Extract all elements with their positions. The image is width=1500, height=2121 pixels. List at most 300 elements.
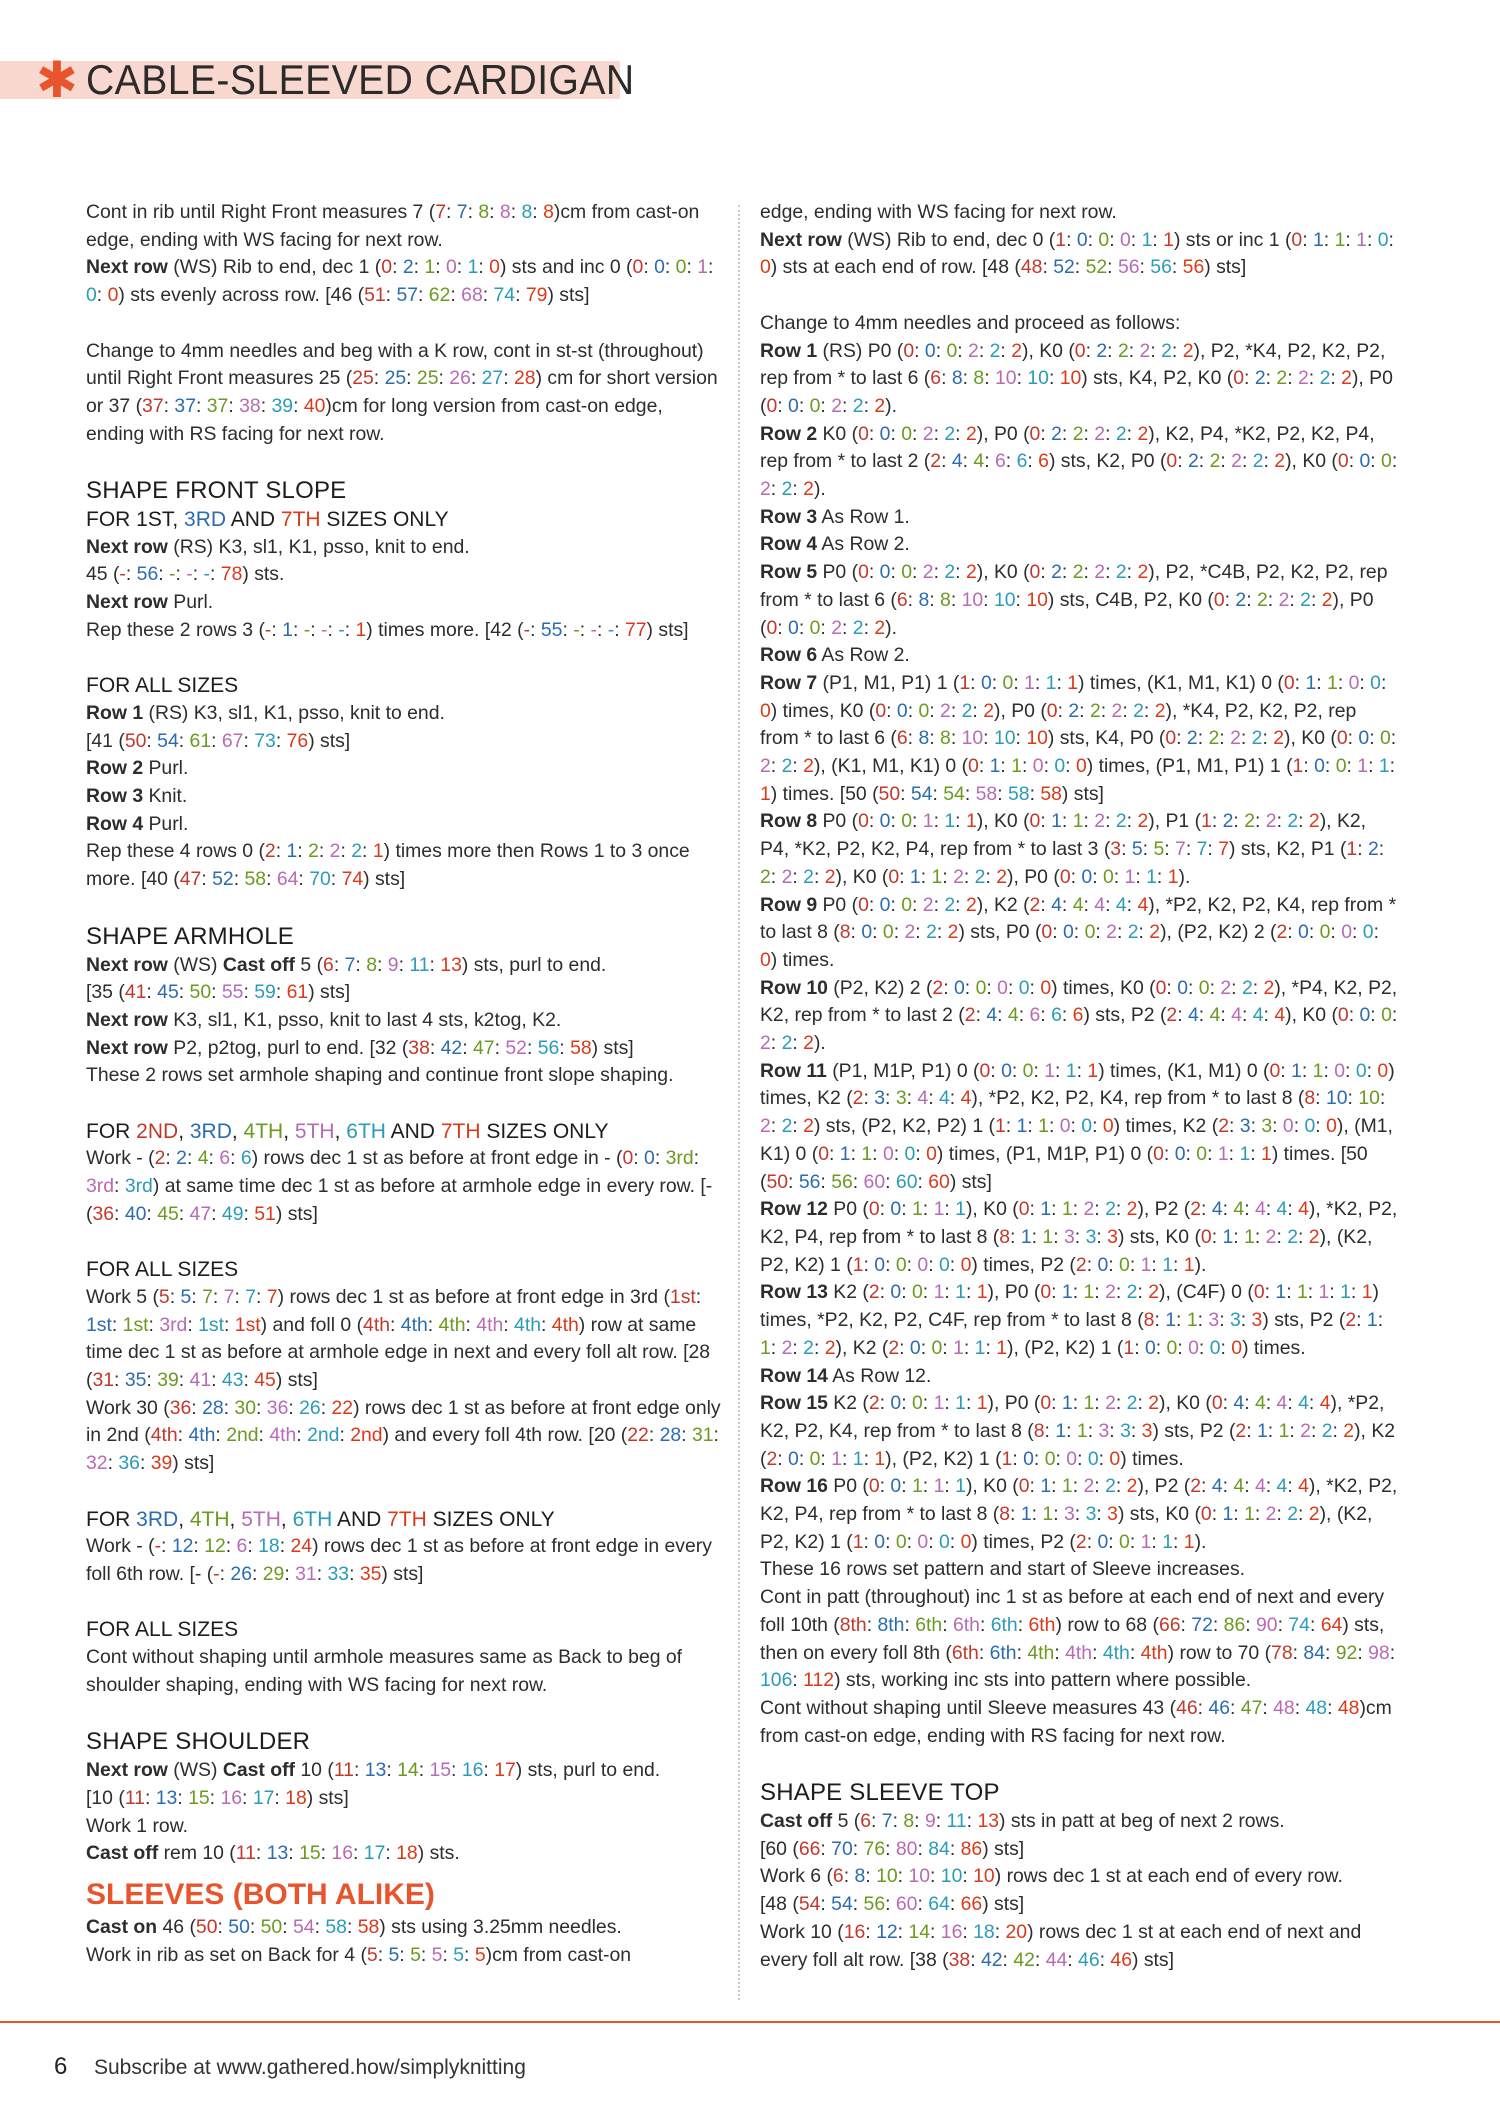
size-value: 0	[1018, 1198, 1030, 1221]
size-value: 0	[1040, 1281, 1052, 1304]
instruction-paragraph	[760, 1196, 1400, 1279]
size-value: 54	[831, 1893, 853, 1916]
size-value: 56	[863, 1893, 886, 1916]
size-value: 39	[150, 1452, 173, 1475]
text-run: :	[1094, 1281, 1106, 1304]
text-run: :	[1074, 256, 1086, 279]
size-value: 45	[254, 1369, 276, 1392]
text-run: :	[435, 256, 446, 279]
text-run: :	[1323, 1059, 1335, 1082]
text-run: :	[353, 1759, 365, 1782]
instruction-paragraph	[760, 421, 1400, 504]
text-run: :	[450, 284, 462, 307]
text-run: :	[406, 367, 417, 390]
size-value: 17	[494, 1759, 516, 1782]
size-value: 2	[1166, 1004, 1178, 1027]
size-value: 5	[474, 1943, 486, 1966]
size-value: 0	[654, 256, 665, 279]
size-value: 4	[1298, 1475, 1309, 1498]
size-value: 3rd	[665, 1147, 694, 1170]
instruction-paragraph	[760, 1390, 1400, 1473]
size-value: 0	[788, 616, 799, 639]
text-run: :	[596, 618, 608, 641]
size-value: 0	[107, 284, 119, 307]
text-run: :	[852, 1893, 864, 1916]
text-run: :	[1040, 810, 1052, 833]
size-value: 1	[1183, 1530, 1195, 1553]
text-run: rem 10 (	[158, 1842, 236, 1865]
text-run: :	[949, 1087, 961, 1110]
size-value: 2	[760, 478, 771, 501]
size-value: 59	[254, 981, 276, 1004]
text-run: ), K2 (	[976, 893, 1030, 916]
text-run: ) sts, K0 (	[1117, 1503, 1201, 1526]
size-value: 2	[1083, 1198, 1095, 1221]
size-value: 0	[1359, 450, 1371, 473]
text-run: :	[456, 256, 468, 279]
size-value: 0	[489, 256, 500, 279]
size-value: 1	[1163, 228, 1174, 251]
text-run: :	[892, 1810, 904, 1833]
text-run: :	[230, 1147, 241, 1170]
text-run: 5 (	[295, 953, 324, 976]
size-value: 17	[363, 1842, 386, 1865]
text-run: :	[1293, 1115, 1305, 1138]
text-run: :	[955, 422, 966, 445]
size-value: 0	[979, 1059, 991, 1082]
size-value: 0	[946, 339, 958, 362]
size-value: 1	[424, 256, 436, 279]
text-run: :	[879, 1281, 891, 1304]
size-value: 3RD	[184, 508, 227, 531]
text-run: :	[1155, 1336, 1167, 1359]
size-value: 0	[1084, 921, 1096, 944]
text-run: :	[1013, 671, 1025, 694]
text-run: :	[1357, 838, 1368, 861]
size-value: 39	[157, 1369, 179, 1392]
size-value: 8	[1033, 1419, 1045, 1442]
text-run: :	[970, 671, 981, 694]
text-run: :	[225, 1535, 237, 1558]
text-run: FOR	[86, 1119, 137, 1143]
size-value: 2	[965, 422, 977, 445]
subscribe-link[interactable]: Subscribe at www.gathered.how/simplyknitting	[94, 2056, 526, 2079]
text-run: :	[429, 953, 441, 976]
size-value: 0	[760, 699, 771, 722]
size-value: 2	[760, 755, 771, 778]
text-run: Rep these 2 rows 3 (	[86, 618, 265, 641]
size-value: 0	[918, 699, 930, 722]
text-run: :	[192, 563, 204, 586]
size-value: 0	[882, 1142, 894, 1165]
text-run: :	[1139, 256, 1151, 279]
size-value: 5	[366, 1943, 378, 1966]
size-value: 28	[659, 1424, 682, 1447]
text-run: :	[266, 868, 277, 891]
size-value: 22	[627, 1424, 649, 1447]
size-value: 50	[878, 782, 901, 805]
size-value: 0	[818, 1142, 829, 1165]
text-run: Purl.	[143, 757, 189, 780]
text-run: :	[1219, 1309, 1230, 1332]
size-value: 2	[1368, 838, 1379, 861]
size-value: 2	[1137, 422, 1149, 445]
text-run: :	[163, 394, 175, 417]
size-value: 4	[1274, 1004, 1286, 1027]
size-value: 0	[912, 1392, 923, 1415]
text-run: ) sts]	[381, 1562, 424, 1585]
size-value: 4	[1211, 1475, 1223, 1498]
size-value: 16	[843, 1920, 866, 1943]
text-run: :	[1245, 1613, 1257, 1636]
text-run: ) sts.	[417, 1842, 460, 1865]
size-value: 1	[760, 782, 771, 805]
instruction-keyword: Row 9	[760, 893, 818, 916]
size-value: 50	[195, 1915, 218, 1938]
size-value: 2	[1308, 1503, 1320, 1526]
size-value: 58	[244, 868, 267, 891]
text-run: :	[1368, 755, 1379, 778]
text-run: :	[863, 1447, 875, 1470]
size-value: 3rd	[86, 1175, 115, 1198]
text-run: ) times.	[1120, 1447, 1184, 1470]
text-run: Work 30 (	[86, 1396, 170, 1419]
text-run: :	[96, 284, 108, 307]
text-run: :	[1137, 1392, 1149, 1415]
size-value: 11	[333, 1759, 354, 1782]
text-run: :	[210, 563, 221, 586]
size-value: 1	[1292, 755, 1304, 778]
text-run: :	[1309, 1613, 1321, 1636]
text-run: :	[1150, 339, 1162, 362]
text-run: :	[1129, 1530, 1141, 1553]
size-value: 55	[540, 618, 563, 641]
text-run: :	[872, 921, 883, 944]
size-value: 4th	[514, 1313, 542, 1336]
size-value: 2	[803, 755, 814, 778]
size-value: 2	[1220, 976, 1232, 999]
size-value: 15	[429, 1759, 452, 1782]
instruction-paragraph	[86, 1035, 726, 1063]
size-value: 1	[1083, 1392, 1095, 1415]
text-run: :	[559, 1036, 571, 1059]
size-value: 0	[1029, 422, 1041, 445]
size-value: 43	[221, 1369, 244, 1392]
size-value: 3	[1229, 1309, 1241, 1332]
text-run: ) times, (P1, M1P, P1) 0 (	[936, 1142, 1154, 1165]
size-value: -	[186, 563, 193, 586]
text-run: :	[195, 394, 207, 417]
text-run: :	[1087, 228, 1099, 251]
size-value: 2	[1341, 367, 1352, 390]
instruction-keyword: Row 15	[760, 1392, 828, 1415]
size-value: 2	[760, 865, 771, 888]
size-value: 2	[176, 1147, 187, 1170]
text-run: :	[852, 1837, 864, 1860]
text-run: :	[664, 256, 676, 279]
size-value: 1	[1020, 1226, 1032, 1248]
text-run: :	[899, 865, 910, 888]
text-run: :	[427, 1313, 439, 1336]
size-value: 57	[396, 284, 419, 307]
size-value: 0	[901, 422, 913, 445]
text-run: :	[920, 865, 932, 888]
size-value: 31	[295, 1562, 317, 1585]
text-run: :	[1244, 1392, 1255, 1415]
text-run: :	[340, 840, 352, 863]
size-value: 7	[202, 1285, 213, 1308]
text-run: :	[1207, 838, 1219, 861]
text-run: :	[935, 1810, 947, 1833]
text-run: :	[922, 1392, 934, 1415]
text-run: ) sts, P2 (	[1262, 1309, 1346, 1332]
text-run: :	[413, 256, 425, 279]
size-value: 0	[960, 1530, 972, 1553]
size-value: 1	[933, 1198, 945, 1221]
text-run: ), P1 (	[1148, 810, 1202, 833]
size-value: 0	[446, 256, 457, 279]
size-value: 76	[286, 729, 309, 752]
text-run: ) row to 70 (	[1167, 1641, 1272, 1664]
size-value: 0	[766, 394, 778, 417]
size-value: 4th	[150, 1424, 178, 1447]
text-run: Work 5 (	[86, 1285, 159, 1308]
size-value: 25	[352, 367, 374, 390]
size-value: 2	[1244, 810, 1255, 833]
instruction-keyword: Cast off	[86, 1842, 159, 1865]
text-run: ).	[1194, 1253, 1207, 1276]
size-value: 0	[879, 810, 891, 833]
text-run: :	[1370, 450, 1382, 473]
text-run: :	[1152, 228, 1164, 251]
text-run: :	[1154, 1309, 1166, 1332]
text-run: FOR ALL SIZES	[86, 1618, 239, 1642]
size-value: 54	[910, 782, 933, 805]
size-value: 0	[1166, 1336, 1178, 1359]
size-value: 0	[1040, 1392, 1052, 1415]
size-value: 1	[933, 1281, 945, 1304]
size-value: 2	[1321, 588, 1333, 611]
subsection-heading	[86, 506, 726, 534]
size-value: 2	[1287, 1503, 1299, 1526]
text-run: :	[843, 1865, 855, 1888]
text-run: :	[275, 981, 287, 1004]
size-value: 1	[1278, 1419, 1290, 1442]
size-value: 52	[212, 868, 234, 891]
size-value: 2	[852, 1087, 864, 1110]
text-run: :	[1135, 865, 1147, 888]
size-value: 0	[1337, 450, 1349, 473]
instruction-paragraph	[760, 1473, 1400, 1556]
text-run: As Row 12.	[827, 1364, 932, 1387]
text-run: :	[1330, 921, 1342, 944]
size-value: 0	[1381, 450, 1392, 473]
size-value: 0	[1233, 367, 1245, 390]
size-value: 2	[351, 840, 363, 863]
text-run: :	[1002, 1948, 1014, 1971]
text-run: :	[1265, 367, 1277, 390]
section-heading	[86, 922, 726, 952]
size-value: 1	[965, 810, 977, 833]
text-run: :	[897, 1920, 909, 1943]
text-run: :	[933, 810, 945, 833]
size-value: 28	[514, 367, 536, 390]
text-run: ), *K4, P2, K2, P2, rep from * to last 6 (	[760, 699, 1357, 750]
size-value: 14	[908, 1920, 930, 1943]
text-run: ) sts]	[363, 868, 406, 891]
text-run: :	[798, 1447, 810, 1470]
text-run: Work - (	[86, 1147, 155, 1170]
text-run: :	[1052, 921, 1063, 944]
size-value: 92	[1335, 1641, 1358, 1664]
size-value: 0	[1304, 1115, 1316, 1138]
text-run: :	[929, 699, 941, 722]
size-value: 0	[960, 1253, 972, 1276]
text-run: :	[125, 563, 137, 586]
size-value: 2	[926, 921, 937, 944]
footer-rule	[0, 2021, 1500, 2023]
size-value: 9	[387, 953, 399, 976]
text-run: :	[114, 1175, 125, 1198]
text-run: :	[986, 976, 998, 999]
instruction-keyword: Row 2	[86, 757, 144, 780]
text-run: ) times. [50 (	[760, 1142, 1368, 1193]
size-value: 2	[781, 478, 793, 501]
size-value: 0	[1209, 1336, 1221, 1359]
size-value: 60	[863, 1170, 886, 1193]
size-value: 54	[798, 1893, 821, 1916]
text-run: :	[1301, 1059, 1313, 1082]
text-run: SHAPE SHOULDER	[86, 1728, 311, 1756]
text-run: :	[1073, 921, 1085, 944]
size-value: 2	[1011, 339, 1022, 362]
size-value: 8	[839, 921, 851, 944]
text-run: :	[985, 1336, 997, 1359]
size-value: 4th	[400, 1313, 428, 1336]
text-run: ), P0 (	[987, 1392, 1041, 1415]
text-run: :	[175, 563, 187, 586]
text-run: :	[114, 1202, 125, 1225]
text-run: :	[966, 1810, 978, 1833]
text-run: :	[820, 1170, 832, 1193]
text-run: :	[906, 1530, 918, 1553]
text-run: :	[1324, 1641, 1336, 1664]
size-value: 2	[803, 478, 814, 501]
text-run: :	[1294, 671, 1306, 694]
text-run: :	[1061, 422, 1073, 445]
text-run: :	[1151, 1530, 1163, 1553]
text-run: :	[1066, 1419, 1077, 1442]
text-run: K3, sl1, K1, psso, knit to last 4 sts, k2tog, K2.	[167, 1008, 562, 1031]
size-value: 1	[1083, 1281, 1095, 1304]
text-run: :	[648, 1424, 660, 1447]
size-value: 0	[1231, 1336, 1243, 1359]
text-run: :	[1332, 1419, 1344, 1442]
size-value: 2	[1276, 367, 1288, 390]
text-run: ), P2, *K4, P2, K2, P2, rep from * to last 6 (	[760, 339, 1386, 390]
text-run: P2, p2tog, purl to end. [32 (	[167, 1036, 409, 1059]
size-value: 1	[852, 1530, 864, 1553]
instruction-paragraph	[760, 1891, 1400, 1919]
text-run: (RS) K3, sl1, K1, psso, knit to end.	[143, 701, 445, 724]
size-value: 7TH	[440, 1119, 481, 1143]
size-value: 0	[1359, 1004, 1371, 1027]
text-run: :	[1067, 1948, 1079, 1971]
text-run: :	[217, 1915, 229, 1938]
text-run: :	[792, 478, 804, 501]
text-run: :	[928, 1530, 939, 1553]
size-value: 6th	[990, 1613, 1018, 1636]
text-run: :	[579, 618, 591, 641]
text-run: ) sts, C4B, P2, K0 (	[1047, 588, 1214, 611]
text-run: :	[879, 1198, 891, 1221]
text-run: :	[1000, 755, 1012, 778]
size-value: 46	[1208, 1696, 1230, 1719]
text-run: ), P0 (	[976, 422, 1030, 445]
size-value: 0	[895, 1253, 907, 1276]
size-value: 4TH	[243, 1119, 284, 1143]
text-run: :	[964, 976, 976, 999]
text-run: SHAPE FRONT SLOPE	[86, 477, 347, 504]
text-run: :	[418, 1759, 430, 1782]
text-run: ), K2 (	[835, 1336, 889, 1359]
size-value: 2	[1051, 561, 1062, 584]
size-value: 58	[357, 1915, 380, 1938]
size-value: 2	[1105, 1281, 1116, 1304]
text-run: :	[1065, 755, 1076, 778]
text-run: :	[901, 1475, 912, 1498]
text-run: :	[1366, 228, 1378, 251]
text-run: :	[1033, 1447, 1045, 1470]
size-value: 0	[1200, 1226, 1212, 1248]
size-value: 1	[1061, 1198, 1073, 1221]
size-value: 37	[142, 394, 164, 417]
text-run: :	[1005, 1115, 1017, 1138]
size-value: 1	[1327, 671, 1338, 694]
size-value: 2	[803, 1032, 814, 1055]
text-run: :	[643, 256, 655, 279]
text-run: :	[950, 699, 962, 722]
size-value: 7	[1196, 838, 1208, 861]
paragraph-gap	[86, 1589, 726, 1617]
paragraph-gap	[86, 645, 726, 673]
paragraph-gap	[760, 1750, 1400, 1778]
size-value: -	[573, 618, 580, 641]
text-run: :	[1276, 1226, 1288, 1248]
size-value: 54	[943, 782, 965, 805]
text-run: :	[1054, 1641, 1066, 1664]
size-value: 7	[344, 953, 356, 976]
size-value: 4	[1115, 893, 1127, 916]
size-value: 3	[1107, 1226, 1118, 1248]
text-run: :	[1211, 810, 1223, 833]
size-value: 2	[1133, 699, 1144, 722]
text-run: :	[526, 1036, 538, 1059]
size-value: 0	[1298, 921, 1309, 944]
text-run: FOR ALL SIZES	[86, 674, 239, 698]
text-run: :	[178, 1202, 190, 1225]
text-run: :	[686, 256, 698, 279]
size-value: 4	[1211, 1198, 1223, 1221]
size-value: 2	[1127, 921, 1139, 944]
page-title: CABLE-SLEEVED CARDIGAN	[86, 56, 635, 103]
text-run: :	[901, 1392, 912, 1415]
size-value: 6th	[951, 1641, 979, 1664]
text-run: :	[1061, 893, 1073, 916]
size-value: 1	[1346, 838, 1358, 861]
size-value: 0	[1023, 1447, 1034, 1470]
text-run: :	[1201, 1475, 1212, 1498]
